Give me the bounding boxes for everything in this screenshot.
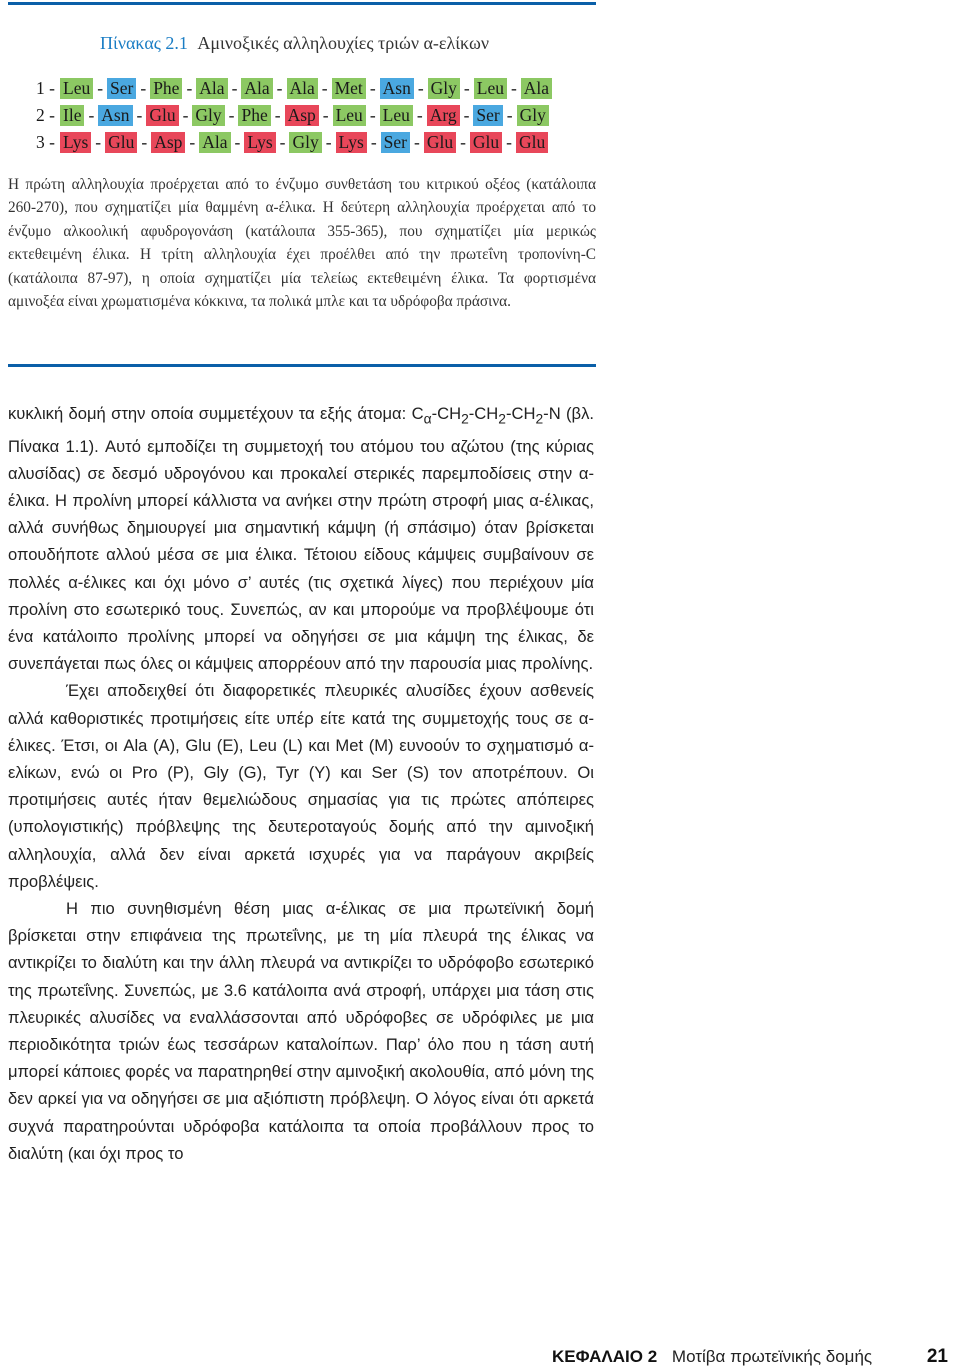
sequence-index: 2 - — [36, 105, 55, 125]
separator: - — [506, 105, 513, 125]
residue: Lys — [336, 132, 367, 153]
paragraph-3: Η πιο συνηθισμένη θέση μιας α-έλικας σε μια πρωτεϊνική δομή βρίσκεται στην επιφάνεια της πρωτεΐνης, με τη μία πλευρά της έλικας να αντικρίζει το διαλύτη και την άλλη πλευρά να αντικρίζει το υδρόφοβο εσωτερικό της πρωτεΐνης. Συνεπώς, με 3.6 κατάλοιπα ανά στροφή, υπάρχει μια τάση στις πλευρικές αλυσίδες να εναλλάσσονται από υδρόφοβες σε υδρόφιλες με μια περιοδικότητα τριών έως τεσσάρων καταλοίπων. Παρ’ όλο που η τάση αυτή μπορεί κάποιες φορές να παρατηρηθεί στην αμινοξική ακολουθία, από μόνη της δεν αρκεί για να οδηγήσει σε μια αξιόπιστη πρόβλεψη. Ο λόγος είναι ότι αρκετά συχνά παρατηρούνται υδρόφοβα κατάλοιπα τα οποία προβάλλουν προς το διαλύτη (και όχι προς το — [8, 898, 594, 1163]
separator: - — [231, 78, 238, 98]
separator: - — [463, 78, 470, 98]
table-caption: Αμινοξικές αλληλουχίες τριών α-ελίκων — [197, 33, 489, 53]
residue: Leu — [333, 105, 366, 126]
residue: Leu — [60, 78, 93, 99]
separator: - — [417, 78, 424, 98]
separator: - — [369, 78, 376, 98]
separator: - — [460, 132, 466, 152]
separator: - — [189, 132, 196, 152]
separator: - — [88, 105, 95, 125]
separator: - — [322, 105, 329, 125]
sequence-row — [36, 77, 552, 99]
paragraph-2: Έχει αποδειχθεί ότι διαφορετικές πλευρικές αλυσίδες έχουν ασθενείς αλλά καθοριστικές προτιμήσεις είτε υπέρ είτε κατά της συμμετοχής τους σε α-έλικες. Έτσι, οι Ala (A), Glu (E), Leu (L) και Met (M) ευνοούν το σχηματισμό α-ελίκων, ενώ οι Pro (P), Gly (G), Tyr (Y) και Ser (S) τον αποτρέπουν. Οι προτιμήσεις αυτές ήταν θεμελιώδους σημασίας για τις πρώτες απόπειρες (υπολογιστικής) πρόβλεψης της δευτεροταγούς δομής από την αμινοξική αλληλουχία, αλλά δεν είναι αρκετά ισχυρές για να παράγουν ακριβείς προβλέψεις. — [8, 681, 594, 891]
residue: Gly — [192, 105, 224, 126]
separator: - — [325, 132, 332, 152]
residue: Ala — [287, 78, 318, 99]
residue: Phe — [150, 78, 182, 99]
separator: - — [414, 132, 420, 152]
residue: Ala — [241, 78, 272, 99]
separator: - — [97, 78, 104, 98]
residue: Glu — [146, 105, 178, 126]
page-number: 21 — [926, 1346, 948, 1367]
main-text — [8, 400, 594, 1167]
residue: Asp — [285, 105, 319, 126]
separator: - — [140, 78, 147, 98]
residue: Phe — [238, 105, 270, 126]
residue: Ala — [521, 78, 552, 99]
residue: Glu — [470, 132, 502, 153]
residue: Gly — [289, 132, 321, 153]
residue: Glu — [516, 132, 548, 153]
separator: - — [279, 132, 286, 152]
residue: Lys — [60, 132, 91, 153]
residue: Met — [332, 78, 366, 99]
separator: - — [416, 105, 423, 125]
sequence-row — [36, 104, 549, 126]
separator: - — [228, 105, 235, 125]
residue: Gly — [428, 78, 460, 99]
table-title — [100, 33, 489, 54]
top-rule — [8, 2, 596, 5]
separator: - — [141, 132, 148, 152]
residue: Glu — [105, 132, 137, 153]
separator: - — [369, 105, 376, 125]
separator: - — [321, 78, 328, 98]
separator: - — [186, 78, 193, 98]
table-description — [8, 173, 596, 313]
separator: - — [510, 78, 517, 98]
residue: Arg — [427, 105, 460, 126]
sequence-index: 1 - — [36, 78, 55, 98]
sequence-index: 3 - — [36, 132, 55, 152]
separator: - — [182, 105, 189, 125]
residue: Ala — [196, 78, 227, 99]
sequence-row — [36, 131, 548, 153]
separator: - — [136, 105, 143, 125]
residue: Gly — [517, 105, 549, 126]
paragraph-1: κυκλική δομή στην οποία συμμετέχουν τα εξής άτομα: $C_\alpha-CH_2-CH_2-CH_2-N$ (βλ. Πίνακα 1.1). Αυτό εμποδίζει τη συμμετοχή του ατόμου του αζώτου (της κύριας αλυσίδας) σε δεσμό υδρογόνου και προκαλεί στερικές παρεμποδίσεις στην α-έλικα. Η προλίνη μπορεί κάλλιστα να ανήκει στην πρώτη στροφή μιας α-έλικας, αλλά συνήθως δημιουργεί μια σημαντική κάμψη (ή σπάσιμο) όταν βρίσκεται οπουδήποτε αλλού μέσα σε μια έλικα. Τέτοιου είδους κάμψεις συμβαίνουν σε πολλές α-έλικες και όχι μόνο σ’ αυτές (τις σχετικά λίγες) που περιέχουν μία προλίνη στο εσωτερικό τους. Συνεπώς, αν και μπορούμε να προβλέψουμε ότι ένα κατάλοιπο προλίνης μπορεί να οδηγήσει σε μια κάμψη της έλικας, δε συνεπάγεται πως όλες οι κάμψεις απορρέουν από την παρουσία μιας προλίνης. — [8, 404, 594, 674]
section-rule — [8, 364, 596, 367]
table-description-text: Η πρώτη αλληλουχία προέρχεται από το ένζυμο συνθετάση του κιτρικού οξέος (κατάλοιπα 260-270), που σχηματίζει μία θαμμένη α-έλικα. Η δεύτερη αλληλουχία προέρχεται από το ένζυμο αλκοολική αφυδρογονάση (κατάλοιπα 355-365), που σχηματίζει μία μερικώς εκτεθειμένη έλικα. Η τρίτη αλληλουχία έχει προέλθει από την πρωτεΐνη τροπονίνη-C (κατάλοιπα 87-97), η οποία σχηματίζει μία τελείως εκτεθειμένη έλικα. Τα φορτισμένα αμινοξέα είναι χρωματισμένα κόκκινα, τα πολικά μπλε και τα υδρόφοβα πράσινα. — [8, 176, 596, 311]
separator: - — [370, 132, 377, 152]
residue: Glu — [424, 132, 456, 153]
table-number: Πίνακας 2.1 — [100, 33, 188, 53]
residue: Asn — [380, 78, 414, 99]
residue: Leu — [380, 105, 413, 126]
separator: - — [234, 132, 241, 152]
residue: Asn — [98, 105, 132, 126]
chapter-label: ΚΕΦΑΛΑΙΟ 2 — [552, 1347, 658, 1366]
separator: - — [463, 105, 470, 125]
residue: Ile — [60, 105, 84, 126]
residue: Asp — [151, 132, 185, 153]
residue: Leu — [474, 78, 507, 99]
residue: Lys — [244, 132, 275, 153]
chapter-title: Μοτίβα πρωτεϊνικής δομής — [671, 1347, 873, 1366]
residue: Ser — [107, 78, 136, 99]
residue: Ser — [381, 132, 410, 153]
separator: - — [276, 78, 283, 98]
residue: Ala — [199, 132, 230, 153]
separator: - — [274, 105, 281, 125]
separator: - — [95, 132, 102, 152]
separator: - — [506, 132, 512, 152]
page-footer — [552, 1346, 948, 1368]
residue: Ser — [473, 105, 502, 126]
